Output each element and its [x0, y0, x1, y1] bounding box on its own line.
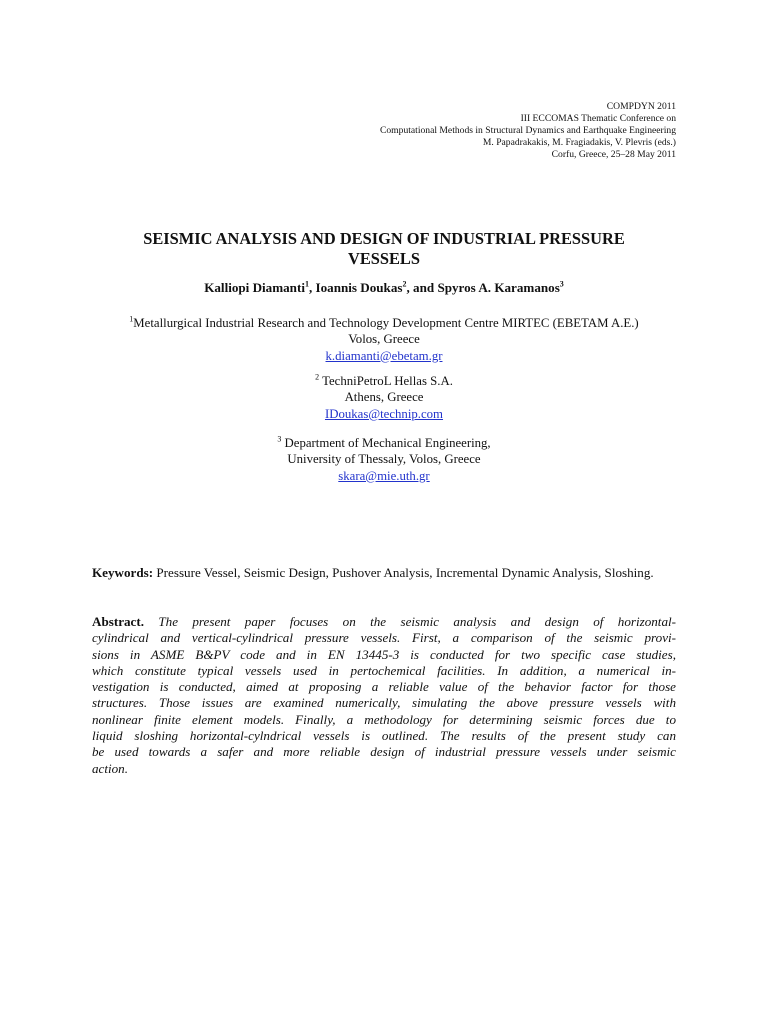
conference-topic: Computational Methods in Structural Dynamics and Earthquake Engineering: [379, 124, 676, 136]
affiliation-3-mark: 3: [277, 434, 282, 444]
abstract-text-9: be used towards a safer and more reliable design of industrial pressure vessels under seismic: [92, 744, 676, 760]
abstract-line-6: [92, 695, 676, 711]
conference-header: [236, 101, 676, 161]
author-1-affil-mark: 1: [304, 279, 309, 289]
abstract-section: [92, 614, 676, 777]
paper-title-line-2: VESSELS: [348, 249, 420, 268]
abstract-line-2: [92, 630, 676, 646]
abstract-text-8: liquid sloshing horizontal-cylndrical vessels is outlined. The results of the present study can: [92, 728, 676, 744]
author-list: [92, 280, 676, 296]
affiliation-1-email-link[interactable]: k.diamanti@ebetam.gr: [325, 348, 443, 363]
keywords-label: Keywords:: [92, 565, 154, 580]
abstract-text-2: cylindrical and vertical-cylindrical pressure vessels. First, a comparison of the seismic provi-: [92, 630, 676, 646]
author-separator-2: , and: [406, 280, 438, 295]
abstract-text-3: sions in ASME B&PV code and in EN 13445-3 is conducted for two specific case studies,: [92, 646, 676, 662]
affiliation-1-location: Volos, Greece: [348, 332, 420, 347]
affiliation-2-mark: 2: [315, 372, 320, 382]
author-1: Kalliopi Diamanti: [204, 280, 305, 295]
author-3-affil-mark: 3: [559, 279, 564, 289]
affiliation-3-institution: Department of Mechanical Engineering,: [284, 436, 491, 450]
affiliation-2-institution: TechniPetroL Hellas S.A.: [322, 374, 453, 388]
affiliation-3-email-link[interactable]: skara@mie.uth.gr: [338, 468, 430, 483]
abstract-text-10: action.: [92, 760, 129, 776]
keywords-section: [92, 565, 676, 581]
author-2-affil-mark: 2: [402, 279, 407, 289]
abstract-line-7: [92, 712, 676, 728]
abstract-line-8: [92, 728, 676, 744]
affiliation-2-location: Athens, Greece: [344, 390, 424, 405]
abstract-text-1: The present paper focuses on the seismic analysis and design of horizontal-: [158, 614, 676, 629]
paper-title: [92, 229, 676, 269]
conference-editors: M. Papadrakakis, M. Fragiadakis, V. Plevris (eds.): [482, 136, 676, 148]
abstract-text-4: which constitute typical vessels used in pertochemical facilities. In addition, a numerical in-: [92, 662, 676, 678]
abstract-text-7: nonlinear finite element models. Finally, a methodology for determining seismic forces due to: [92, 711, 676, 727]
paper-title-line-1: SEISMIC ANALYSIS AND DESIGN OF INDUSTRIAL PRESSURE: [143, 229, 625, 248]
affiliation-3-location: University of Thessaly, Volos, Greece: [287, 452, 481, 467]
abstract-line-4: [92, 663, 676, 679]
affiliation-2-email-link[interactable]: IDoukas@technip.com: [324, 406, 444, 421]
author-separator-1: ,: [308, 280, 316, 295]
author-3: Spyros A. Karamanos: [437, 280, 560, 295]
author-2: Ioannis Doukas: [315, 280, 403, 295]
abstract-line-10: [92, 761, 676, 777]
affiliation-1: [92, 315, 676, 364]
conference-subtitle: III ECCOMAS Thematic Conference on: [520, 112, 676, 124]
affiliation-2: [92, 373, 676, 422]
abstract-label: Abstract.: [92, 614, 144, 629]
abstract-text-6: structures. Those issues are examined numerically, simulating the above pressure vessels with: [92, 695, 676, 711]
abstract-line-9: [92, 744, 676, 760]
conference-name: COMPDYN 2011: [606, 101, 676, 112]
abstract-line-3: [92, 647, 676, 663]
affiliation-1-institution: Metallurgical Industrial Research and Technology Development Centre MIRTEC (EBETAM A.E.): [133, 316, 639, 330]
abstract-text-5: vestigation is conducted, aimed at proposing a reliable value of the behavior factor for those: [92, 679, 676, 695]
abstract-line-5: [92, 679, 676, 695]
abstract-line-1: [92, 614, 676, 630]
affiliation-3: [92, 435, 676, 484]
keywords-text: Pressure Vessel, Seismic Design, Pushover Analysis, Incremental Dynamic Analysis, Sloshing.: [156, 565, 654, 580]
affiliation-1-mark: 1: [129, 314, 134, 324]
conference-location-date: Corfu, Greece, 25–28 May 2011: [551, 148, 676, 160]
